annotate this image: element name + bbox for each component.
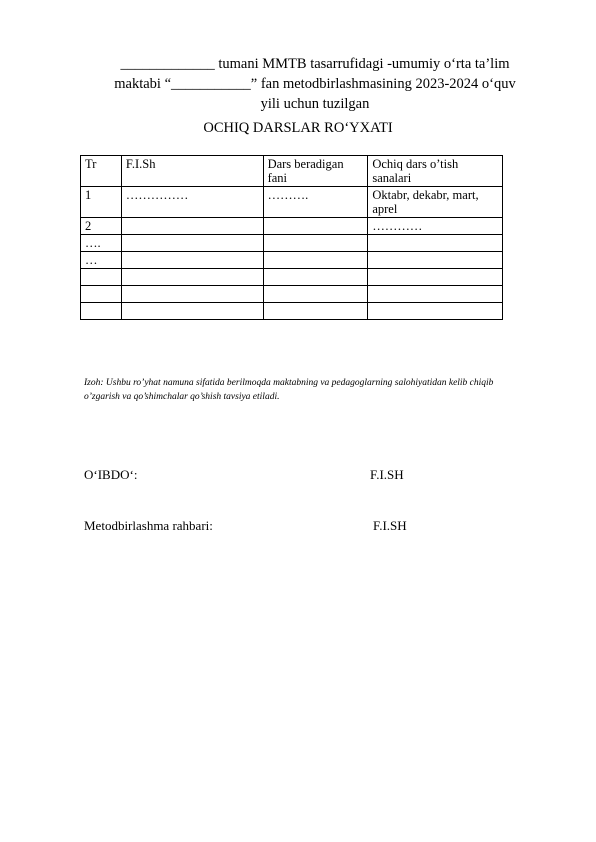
table-row <box>81 218 503 235</box>
table-cell: ………… <box>368 218 503 235</box>
header-cell-name: F.I.Sh <box>121 156 263 187</box>
table-row <box>81 252 503 269</box>
table-cell: 2 <box>81 218 122 235</box>
header-cell-subject: Dars beradigan fani <box>263 156 368 187</box>
table-row <box>81 187 503 218</box>
table-cell <box>368 269 503 286</box>
table-cell <box>368 286 503 303</box>
header-line-1: _____________ tumani MMTB tasarrufidagi -umumiy o‘rta ta’lim <box>120 56 510 72</box>
table-row <box>81 286 503 303</box>
table-cell <box>121 303 263 320</box>
table-cell <box>263 235 368 252</box>
table-cell <box>121 252 263 269</box>
table-cell: 1 <box>81 187 122 218</box>
table-cell: ………. <box>263 187 368 218</box>
ibdo-label: O‘IBDO‘: <box>84 467 138 482</box>
table-cell <box>121 235 263 252</box>
header-cell-dates: Ochiq dars o’tish sanalari <box>368 156 503 187</box>
header-cell-number: Tr <box>81 156 122 187</box>
table-cell <box>121 218 263 235</box>
table-cell <box>263 286 368 303</box>
document-header <box>80 54 550 114</box>
head-fish: F.I.SH <box>373 518 407 533</box>
table-row <box>81 269 503 286</box>
table-cell <box>121 269 263 286</box>
table-cell <box>263 269 368 286</box>
ibdo-fish: F.I.SH <box>370 467 404 482</box>
table-cell <box>263 252 368 269</box>
table-row <box>81 235 503 252</box>
table-cell <box>81 303 122 320</box>
table-cell <box>263 218 368 235</box>
table-cell: …………… <box>121 187 263 218</box>
head-label: Metodbirlashma rahbari: <box>84 518 213 533</box>
table-cell: … <box>81 252 122 269</box>
table-cell <box>81 269 122 286</box>
open-lessons-table <box>80 155 503 320</box>
table-row <box>81 303 503 320</box>
table-cell: …. <box>81 235 122 252</box>
table-cell <box>263 303 368 320</box>
table-cell <box>368 303 503 320</box>
table-cell <box>368 235 503 252</box>
table-cell <box>81 286 122 303</box>
table-header-row <box>81 156 503 187</box>
table-cell <box>121 286 263 303</box>
table-cell <box>368 252 503 269</box>
header-line-2: maktabi “___________” fan metodbirlashmasining 2023-2024 o‘quv <box>114 76 516 92</box>
document-title: OCHIQ DARSLAR RO‘YXATI <box>203 120 393 136</box>
header-line-3: yili uchun tuzilgan <box>260 96 370 112</box>
footnote: Izoh: Ushbu ro’yhat namuna sifatida berilmoqda maktabning va pedagoglarning salohiyatidan kelib chiqib o’zgarish va qo’shimchalar qo’shish tavsiya etiladi. <box>84 378 494 402</box>
table-cell: Oktabr, dekabr, mart, aprel <box>368 187 503 218</box>
